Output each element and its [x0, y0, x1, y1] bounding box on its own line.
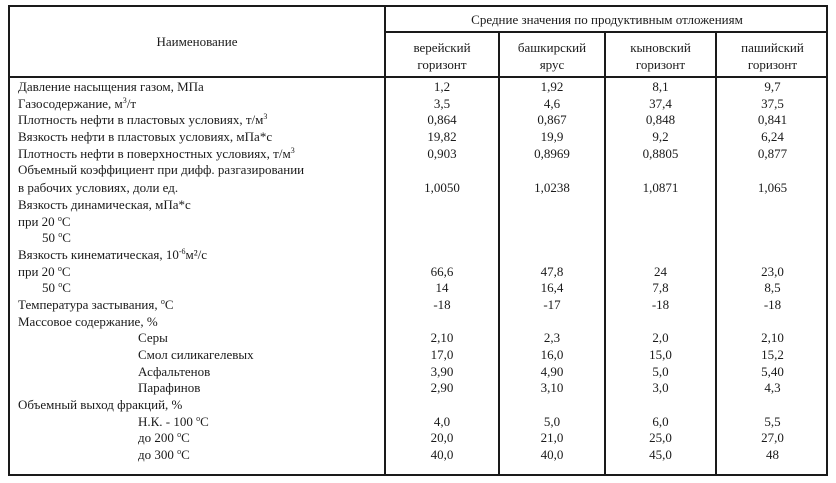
column-header-bashkirsky — [500, 34, 604, 77]
table-row — [10, 314, 826, 331]
row-label-text: Серы — [138, 330, 168, 346]
cell-value: 4,0 — [433, 413, 451, 429]
row-label-text: до 300 — [138, 447, 178, 463]
row-label — [18, 247, 207, 264]
column-header-line: башкирский — [517, 39, 587, 55]
row-label — [18, 96, 136, 113]
cell-value: -18 — [763, 296, 782, 312]
row-label-unit: С — [164, 296, 174, 312]
properties-table — [8, 5, 828, 476]
row-label — [18, 197, 191, 214]
cell-value: 1,0050 — [424, 180, 460, 196]
row-label-unit: С — [61, 263, 71, 279]
table-row — [10, 347, 826, 364]
row-label-unit: С — [62, 280, 71, 296]
cell-value: 8,1 — [652, 79, 669, 94]
cell-value: 0,8969 — [534, 145, 570, 161]
column-header-line: ярус — [539, 56, 565, 72]
cell-value: 0,848 — [645, 112, 676, 128]
row-label-unit: /т — [126, 95, 137, 111]
cell-value: 47,8 — [540, 263, 564, 279]
column-header-line: горизонт — [417, 56, 467, 72]
cell-value: 37,4 — [649, 95, 672, 111]
table-row — [10, 129, 826, 146]
cell-value: 21,0 — [540, 430, 564, 446]
column-header-line: кыновский — [630, 39, 691, 55]
row-label-superscript: о — [57, 263, 62, 273]
cell-value: 20,0 — [430, 430, 454, 446]
table-row — [10, 297, 826, 314]
row-label-text: Газосодержание, м — [18, 95, 123, 111]
row-label-text: при 20 — [18, 213, 58, 229]
row-label — [138, 447, 190, 464]
cell-value: 45,0 — [649, 447, 672, 463]
table-row — [10, 230, 826, 247]
row-label-text: Н.К. - 100 — [138, 413, 197, 429]
cell-value: 40,0 — [430, 447, 454, 463]
row-label-superscript: о — [196, 413, 201, 423]
row-label — [42, 230, 71, 247]
cell-value: 4,90 — [540, 363, 564, 379]
cell-value: 0,903 — [427, 145, 457, 161]
cell-value: 1,0871 — [642, 180, 679, 196]
row-label — [18, 129, 272, 146]
cell-value: 27,0 — [761, 430, 784, 446]
row-label-text: Объемный коэффициент при дифф. разгазировании — [18, 162, 305, 178]
row-label — [18, 214, 71, 231]
cell-value: 1,92 — [540, 79, 564, 94]
cell-value: 0,867 — [537, 112, 567, 128]
row-label-superscript: 3 — [263, 112, 268, 122]
row-label-text: Плотность нефти в поверхностных условиях, т/м — [18, 145, 291, 161]
cell-value: 23,0 — [761, 263, 784, 279]
row-label-superscript: о — [58, 230, 63, 240]
table-row — [10, 79, 826, 96]
row-label-text: Парафинов — [138, 380, 201, 396]
row-label-text: 50 — [42, 280, 59, 296]
table-row — [10, 414, 826, 431]
row-label — [138, 380, 200, 397]
column-header-pashiysky — [717, 34, 828, 77]
column-header-line: верейский — [413, 39, 471, 55]
row-label — [18, 180, 178, 197]
row-label-unit: С — [62, 230, 71, 246]
row-label-text: Объемный выход фракций, % — [18, 397, 183, 413]
row-label-superscript: о — [58, 280, 63, 290]
row-label — [138, 330, 168, 347]
row-label-text: в рабочих условиях, доли ед. — [18, 180, 179, 196]
row-label — [138, 430, 190, 447]
cell-value: 5,0 — [543, 413, 561, 429]
cell-value: 2,10 — [761, 330, 784, 346]
cell-value: 15,2 — [761, 347, 784, 362]
row-label — [18, 314, 158, 331]
cell-value: 1,2 — [433, 79, 451, 94]
table-row — [10, 180, 826, 197]
cell-value: 0,864 — [427, 112, 457, 128]
cell-value: 6,24 — [761, 129, 784, 145]
row-label — [138, 364, 210, 381]
table-row — [10, 380, 826, 397]
cell-value: 25,0 — [649, 430, 672, 446]
table-row — [10, 96, 826, 113]
table-row — [10, 214, 826, 231]
cell-value: 0,877 — [757, 145, 788, 161]
cell-value: 2,10 — [430, 330, 454, 346]
row-label-text: до 200 — [138, 430, 178, 446]
cell-value: 1,0238 — [534, 180, 570, 196]
row-label-text: Смол силикагелевых — [138, 347, 254, 362]
cell-value: 4,3 — [764, 380, 781, 396]
cell-value: 66,6 — [430, 263, 454, 279]
row-label — [18, 162, 304, 179]
row-label-unit: С — [181, 447, 190, 463]
row-label-text: Плотность нефти в пластовых условиях, т/м — [18, 112, 264, 128]
cell-value: 17,0 — [430, 347, 454, 362]
row-label-text: Давление насыщения газом, МПа — [18, 79, 204, 94]
column-header-vereisky — [386, 34, 498, 77]
column-header-line: горизонт — [747, 56, 798, 72]
cell-value: -18 — [651, 296, 670, 312]
table-row — [10, 162, 826, 179]
cell-value: 3,10 — [540, 380, 564, 396]
row-label — [18, 146, 295, 163]
table-body — [10, 79, 826, 464]
cell-value: 5,40 — [761, 363, 784, 379]
cell-value: -18 — [433, 296, 451, 312]
row-label-text: Вязкость нефти в пластовых условиях, мПа*с — [18, 129, 273, 145]
cell-value: 3,5 — [433, 95, 451, 111]
row-label-superscript: о — [57, 213, 62, 223]
row-label-text: Вязкость кинематическая, 10 — [18, 246, 179, 262]
cell-value: 37,5 — [761, 95, 784, 111]
name-column-header: Наименование — [156, 34, 238, 49]
row-label-text: при 20 — [18, 263, 58, 279]
group-header: Средние значения по продуктивным отложениям — [471, 11, 743, 27]
cell-value: 6,0 — [652, 413, 669, 429]
cell-value: 19,9 — [540, 129, 564, 145]
row-label-superscript: -6 — [178, 246, 186, 256]
cell-value: 0,8805 — [642, 145, 679, 161]
cell-value: 3,0 — [652, 380, 669, 396]
cell-value: 2,0 — [652, 330, 669, 346]
row-label-superscript: 3 — [290, 145, 295, 155]
cell-value: 7,8 — [652, 280, 669, 296]
cell-value: 24 — [654, 263, 667, 279]
cell-value: 48 — [766, 447, 779, 463]
row-label-unit: С — [200, 413, 209, 429]
row-label-superscript: о — [177, 430, 182, 440]
row-label-text: Температура застывания, — [18, 296, 161, 312]
row-label-unit: м²/с — [185, 246, 208, 262]
table-row — [10, 364, 826, 381]
table-row — [10, 280, 826, 297]
column-header-line: горизонт — [635, 56, 686, 72]
cell-value: 2,90 — [430, 380, 454, 396]
table-row — [10, 397, 826, 414]
table-row — [10, 447, 826, 464]
row-label — [18, 297, 174, 314]
cell-value: 3,90 — [430, 363, 454, 379]
row-label — [138, 414, 209, 431]
row-label-text: 50 — [42, 230, 59, 246]
cell-value: 4,6 — [543, 95, 561, 111]
row-label-superscript: 3 — [122, 95, 127, 105]
row-label — [42, 280, 71, 297]
row-label-unit: С — [61, 213, 71, 229]
cell-value: 40,0 — [540, 447, 564, 463]
row-label-text: Вязкость динамическая, мПа*с — [18, 196, 191, 212]
table-row — [10, 112, 826, 129]
table-row — [10, 330, 826, 347]
column-header-kynovsky — [606, 34, 715, 77]
row-label — [18, 397, 182, 414]
row-label — [18, 264, 71, 281]
table-row — [10, 197, 826, 214]
row-label-unit: С — [181, 430, 190, 446]
row-label-text: Массовое содержание, % — [18, 313, 158, 329]
row-label-superscript: о — [160, 296, 165, 306]
row-label-superscript: о — [177, 447, 182, 457]
cell-value: 15,0 — [649, 347, 672, 362]
table-row — [10, 247, 826, 264]
cell-value: 0,841 — [757, 112, 788, 128]
row-label — [18, 112, 267, 129]
cell-value: 9,7 — [764, 79, 781, 94]
cell-value: 16,0 — [540, 347, 564, 362]
cell-value: -17 — [543, 296, 561, 312]
cell-value: 5,5 — [764, 413, 781, 429]
table-row — [10, 430, 826, 447]
cell-value: 14 — [435, 280, 449, 296]
cell-value: 16,4 — [540, 280, 564, 296]
column-header-line: пашийский — [741, 39, 804, 55]
row-label-text: Асфальтенов — [138, 363, 211, 379]
row-label — [138, 347, 254, 364]
table-row — [10, 146, 826, 163]
cell-value: 2,3 — [543, 330, 561, 346]
row-label — [18, 79, 204, 96]
cell-value: 19,82 — [427, 129, 457, 145]
cell-value: 9,2 — [652, 129, 669, 145]
cell-value: 8,5 — [764, 280, 781, 296]
table-row — [10, 264, 826, 281]
cell-value: 1,065 — [757, 180, 788, 196]
cell-value: 5,0 — [652, 363, 669, 379]
